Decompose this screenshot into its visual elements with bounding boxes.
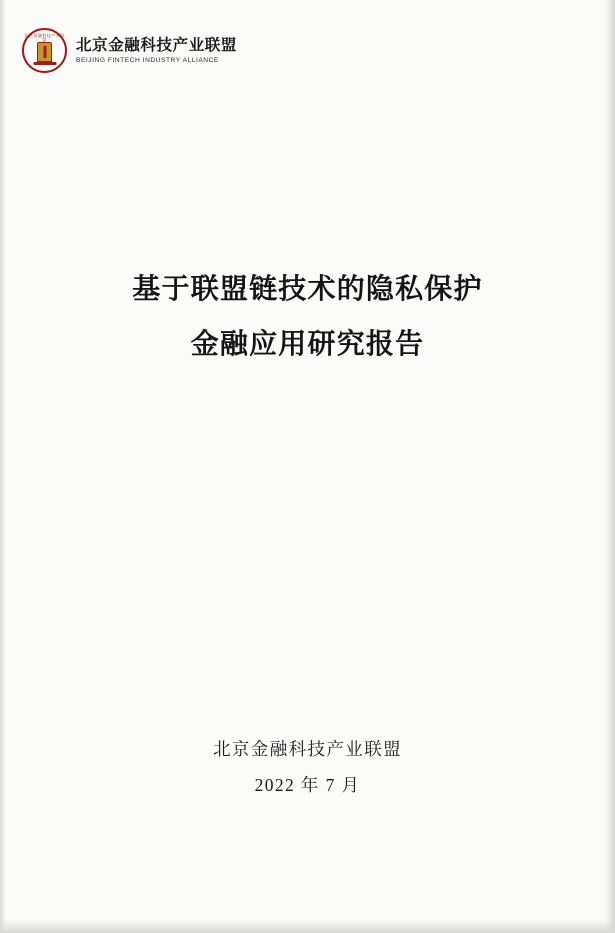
emblem-base-shape: [33, 62, 56, 65]
logo-text-group: [76, 37, 237, 64]
emblem-ring-text: 北京金融科技产业联盟: [24, 33, 65, 43]
title-line-2: 金融应用研究报告: [190, 327, 425, 359]
organization-logo: [22, 28, 237, 73]
logo-name-en: BEIJING FINTECH INDUSTRY ALLIANCE: [76, 56, 219, 64]
cover-footer: [0, 732, 615, 804]
title-line-1: 基于联盟链技术的隐私保护: [132, 273, 483, 304]
logo-name-cn: 北京金融科技产业联盟: [76, 36, 238, 54]
emblem-gate-shape: [37, 42, 52, 62]
footer-publisher: 北京金融科技产业联盟: [213, 739, 402, 759]
footer-date: 2022 年 7 月: [254, 774, 361, 795]
page-title: [0, 262, 615, 371]
page-bottom-shadow: [0, 919, 615, 933]
alliance-emblem-icon: [22, 28, 67, 73]
